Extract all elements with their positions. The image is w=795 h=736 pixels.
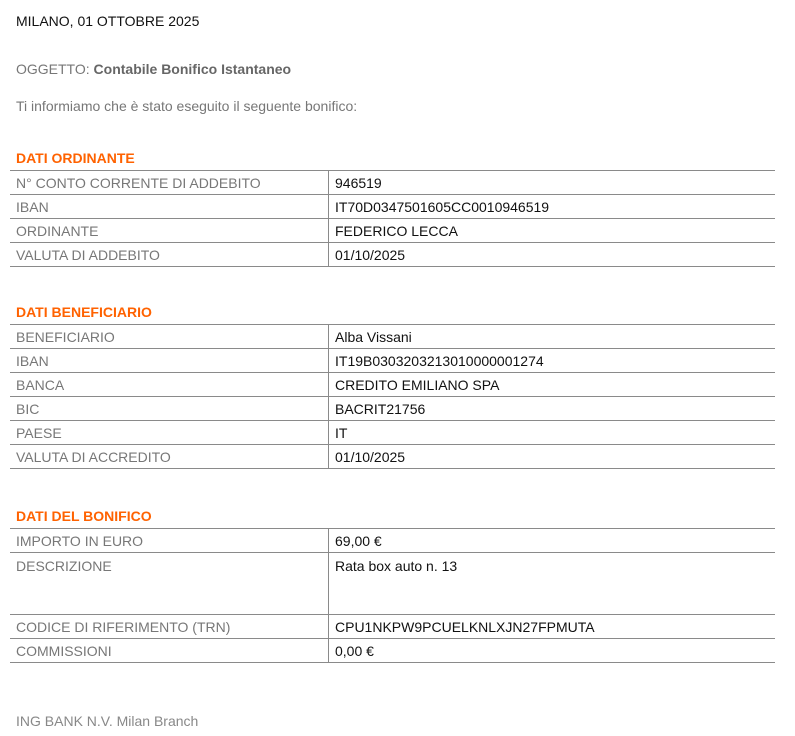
section-title-ordinante: DATI ORDINANTE: [16, 150, 135, 166]
row-label: IMPORTO IN EURO: [10, 529, 329, 553]
footer-bank-name: ING BANK N.V. Milan Branch: [16, 713, 199, 729]
row-value: 946519: [329, 171, 776, 195]
row-value: 0,00 €: [329, 639, 776, 663]
section-title-bonifico: DATI DEL BONIFICO: [16, 508, 152, 524]
table-row: [10, 639, 775, 663]
intro-text: Ti informiamo che è stato eseguito il seguente bonifico:: [16, 98, 358, 114]
ordinante-table: [10, 170, 775, 267]
table-row: [10, 421, 775, 445]
row-label: BENEFICIARIO: [10, 325, 329, 349]
table-row: [10, 349, 775, 373]
subject-line: [16, 61, 291, 77]
row-label: DESCRIZIONE: [10, 553, 329, 615]
table-row: [10, 553, 775, 615]
section-title-beneficiario: DATI BENEFICIARIO: [16, 304, 152, 320]
row-label: ORDINANTE: [10, 219, 329, 243]
row-value: 01/10/2025: [329, 445, 776, 469]
row-value: Alba Vissani: [329, 325, 776, 349]
row-value: IT: [329, 421, 776, 445]
beneficiario-table: [10, 324, 775, 469]
row-value: CREDITO EMILIANO SPA: [329, 373, 776, 397]
row-label: VALUTA DI ADDEBITO: [10, 243, 329, 267]
row-value: BACRIT21756: [329, 397, 776, 421]
table-row: [10, 243, 775, 267]
row-label: BANCA: [10, 373, 329, 397]
table-row: [10, 445, 775, 469]
row-label: IBAN: [10, 349, 329, 373]
row-label: CODICE DI RIFERIMENTO (TRN): [10, 615, 329, 639]
subject-label: OGGETTO:: [16, 61, 90, 77]
table-row: [10, 171, 775, 195]
row-label: COMMISSIONI: [10, 639, 329, 663]
row-value: 01/10/2025: [329, 243, 776, 267]
row-value: IT19B0303203213010000001274: [329, 349, 776, 373]
table-row: [10, 397, 775, 421]
table-row: [10, 195, 775, 219]
document-date: MILANO, 01 OTTOBRE 2025: [16, 13, 200, 29]
table-row: [10, 529, 775, 553]
table-row: [10, 325, 775, 349]
row-label: VALUTA DI ACCREDITO: [10, 445, 329, 469]
table-row: [10, 219, 775, 243]
row-label: N° CONTO CORRENTE DI ADDEBITO: [10, 171, 329, 195]
row-value: Rata box auto n. 13: [329, 553, 776, 615]
row-value: CPU1NKPW9PCUELKNLXJN27FPMUTA: [329, 615, 776, 639]
table-row: [10, 615, 775, 639]
row-label: IBAN: [10, 195, 329, 219]
row-label: PAESE: [10, 421, 329, 445]
row-label: BIC: [10, 397, 329, 421]
row-value: FEDERICO LECCA: [329, 219, 776, 243]
row-value: IT70D0347501605CC0010946519: [329, 195, 776, 219]
bonifico-table: [10, 528, 775, 663]
table-row: [10, 373, 775, 397]
subject-value: Contabile Bonifico Istantaneo: [93, 61, 292, 77]
row-value: 69,00 €: [329, 529, 776, 553]
